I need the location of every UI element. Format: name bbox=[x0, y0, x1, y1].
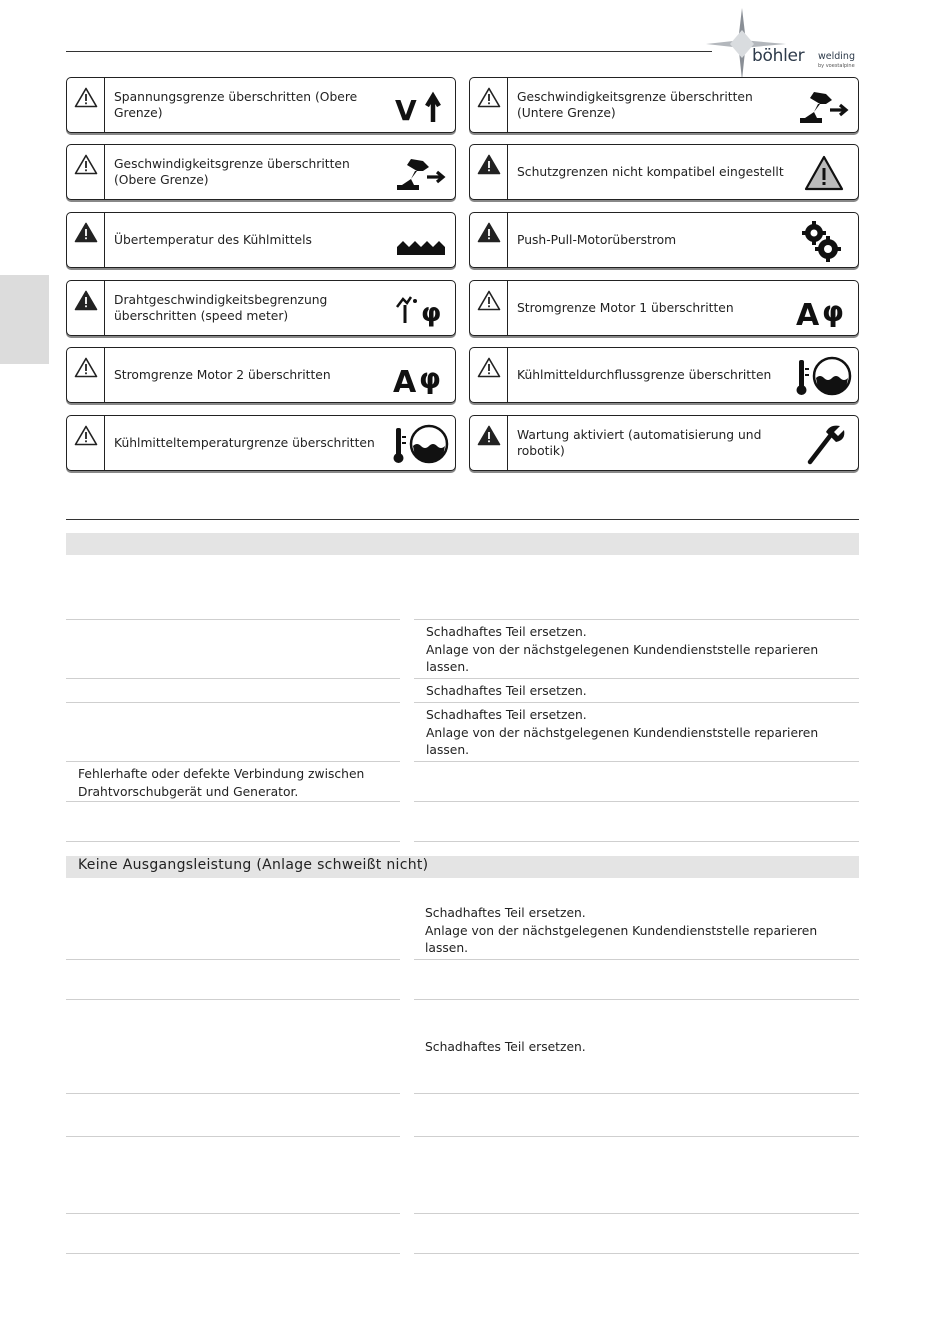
brand-by: by voestalpine bbox=[818, 63, 855, 69]
row-divider bbox=[414, 1213, 859, 1214]
row-divider bbox=[414, 999, 859, 1000]
warning-triangle-icon bbox=[470, 348, 508, 402]
motor-current-symbol-icon bbox=[796, 287, 852, 331]
alarm-card bbox=[469, 415, 859, 471]
row-divider bbox=[414, 1253, 859, 1254]
alarm-label: Spannungsgrenze überschritten (Obere Grenze) bbox=[114, 90, 358, 120]
row-divider bbox=[66, 619, 400, 620]
svg-text:A: A bbox=[796, 298, 820, 331]
row-divider bbox=[66, 841, 400, 842]
row-divider bbox=[66, 801, 400, 802]
alarm-card bbox=[66, 415, 456, 471]
error-triangle-icon bbox=[470, 416, 508, 470]
table2-row2-solution: Schadhaftes Teil ersetzen. bbox=[425, 1040, 586, 1054]
alarm-label: Übertemperatur des Kühlmittels bbox=[114, 233, 312, 247]
row-divider bbox=[414, 702, 859, 703]
wrench-symbol-icon bbox=[796, 422, 852, 466]
alarm-label: Drahtgeschwindigkeitsbegrenzung überschritten (speed meter) bbox=[114, 293, 328, 323]
svg-text:A: A bbox=[393, 365, 417, 398]
alarm-label: Schutzgrenzen nicht kompatibel eingestellt bbox=[517, 165, 784, 179]
alarm-label: Kühlmitteldurchflussgrenze überschritten bbox=[517, 368, 772, 382]
brand-name: böhler bbox=[752, 46, 805, 66]
table2-row1-solution: Schadhaftes Teil ersetzen. Anlage von der nächstgelegenen Kundendienststelle reparieren lassen. bbox=[425, 906, 818, 955]
row-divider bbox=[414, 801, 859, 802]
alarm-card bbox=[66, 77, 456, 133]
warning-triangle-icon bbox=[470, 281, 508, 335]
svg-text:φ: φ bbox=[421, 298, 442, 328]
warning-triangle-icon bbox=[67, 416, 105, 470]
table1-row3-solution: Schadhaftes Teil ersetzen. Anlage von der nächstgelegenen Kundendienststelle reparieren lassen. bbox=[426, 708, 819, 757]
coolant-flow-symbol-icon bbox=[393, 422, 449, 466]
coolant-flow-symbol-icon bbox=[796, 354, 852, 398]
row-divider bbox=[414, 619, 859, 620]
warning-triangle-icon bbox=[67, 78, 105, 132]
row-divider bbox=[66, 761, 400, 762]
svg-text:φ: φ bbox=[822, 295, 844, 328]
alarm-card bbox=[469, 212, 859, 268]
bohler-logo-icon bbox=[706, 8, 866, 80]
error-triangle-icon bbox=[67, 281, 105, 335]
row-divider bbox=[414, 761, 859, 762]
alarm-label: Push-Pull-Motorüberstrom bbox=[517, 233, 677, 247]
robot-speed-symbol-icon bbox=[796, 84, 852, 128]
alarm-label: Kühlmitteltemperaturgrenze überschritten bbox=[114, 436, 375, 450]
wire-speed-symbol-icon bbox=[393, 287, 449, 331]
voltage-up-symbol-icon bbox=[393, 84, 449, 128]
alarm-card bbox=[469, 280, 859, 336]
table1-row2-solution: Schadhaftes Teil ersetzen. bbox=[426, 684, 587, 698]
alarm-card bbox=[66, 212, 456, 268]
row-divider bbox=[414, 841, 859, 842]
alarm-card bbox=[469, 77, 859, 133]
row-divider bbox=[66, 999, 400, 1000]
table1-heading-band bbox=[66, 533, 859, 555]
row-divider bbox=[66, 1093, 400, 1094]
row-divider bbox=[66, 1213, 400, 1214]
row-divider bbox=[66, 678, 400, 679]
row-divider bbox=[66, 1136, 400, 1137]
svg-text:φ: φ bbox=[419, 362, 441, 395]
row-divider bbox=[414, 1136, 859, 1137]
alarm-label: Stromgrenze Motor 2 überschritten bbox=[114, 368, 331, 382]
warning-triangle-icon bbox=[67, 348, 105, 402]
alarm-label: Stromgrenze Motor 1 überschritten bbox=[517, 301, 734, 315]
table1-row4-cause: Fehlerhafte oder defekte Verbindung zwischen Drahtvorschubgerät und Generator. bbox=[78, 767, 365, 799]
section-rule bbox=[66, 519, 859, 520]
motor-current-symbol-icon bbox=[393, 354, 449, 398]
alarm-label: Wartung aktiviert (automatisierung und robotik) bbox=[517, 428, 762, 458]
row-divider bbox=[66, 959, 400, 960]
alarm-label: Geschwindigkeitsgrenze überschritten (Untere Grenze) bbox=[517, 90, 753, 120]
alarm-card bbox=[469, 144, 859, 200]
alarm-card bbox=[66, 144, 456, 200]
row-divider bbox=[414, 959, 859, 960]
gears-symbol-icon bbox=[796, 219, 852, 263]
header-rule bbox=[66, 51, 712, 52]
row-divider bbox=[66, 1253, 400, 1254]
robot-speed-symbol-icon bbox=[393, 151, 449, 195]
row-divider bbox=[414, 678, 859, 679]
error-triangle-icon bbox=[470, 213, 508, 267]
row-divider bbox=[66, 702, 400, 703]
table2-heading: Keine Ausgangsleistung (Anlage schweißt nicht) bbox=[78, 857, 429, 873]
error-triangle-icon bbox=[67, 213, 105, 267]
warning-triangle-icon bbox=[470, 78, 508, 132]
error-triangle-icon bbox=[470, 145, 508, 199]
alarm-card bbox=[66, 347, 456, 403]
warning-triangle-icon bbox=[67, 145, 105, 199]
alarm-label: Geschwindigkeitsgrenze überschritten (Obere Grenze) bbox=[114, 157, 350, 187]
brand-sub: welding bbox=[818, 51, 855, 62]
coolant-temperature-symbol-icon bbox=[393, 219, 449, 263]
table1-row1-solution: Schadhaftes Teil ersetzen. Anlage von der nächstgelegenen Kundendienststelle reparieren lassen. bbox=[426, 625, 819, 674]
svg-text:V: V bbox=[395, 94, 417, 127]
alarm-card bbox=[469, 347, 859, 403]
chapter-tab bbox=[0, 275, 49, 364]
alarm-card bbox=[66, 280, 456, 336]
triangle-warning-symbol-icon bbox=[796, 151, 852, 195]
row-divider bbox=[414, 1093, 859, 1094]
